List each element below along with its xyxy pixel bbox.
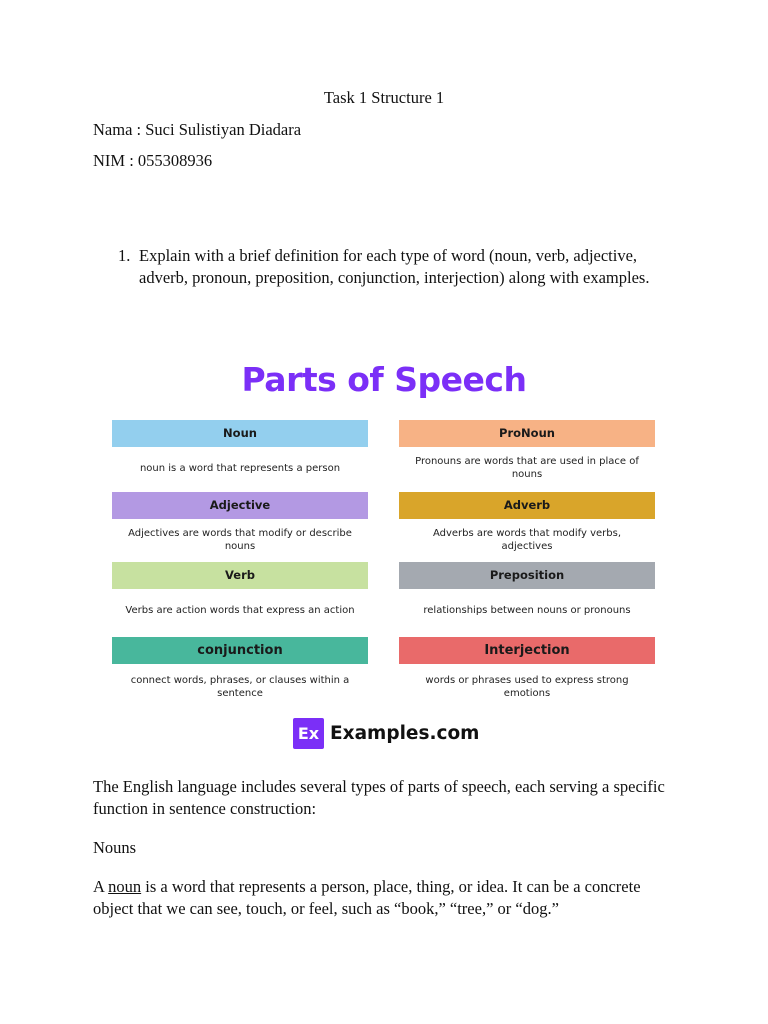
- nouns-heading: Nouns: [93, 838, 137, 857]
- card-interjection-desc: words or phrases used to express strong emotions: [425, 675, 629, 699]
- card-adverb: [399, 492, 655, 561]
- question-number: 1.: [118, 246, 131, 265]
- noun-link[interactable]: noun: [108, 877, 142, 896]
- student-name: Nama : Suci Sulistiyan Diadara: [93, 120, 302, 139]
- card-interjection-header: Interjection: [399, 637, 655, 664]
- examples-logo: [293, 717, 479, 749]
- card-adjective-header: Adjective: [112, 492, 368, 519]
- noun-paragraph-prefix: A: [93, 877, 109, 896]
- card-conjunction-header: conjunction: [112, 637, 368, 664]
- card-verb-desc: Verbs are action words that express an action: [125, 604, 355, 616]
- card-pronoun: [399, 420, 655, 489]
- card-verb: [112, 562, 368, 631]
- card-preposition: [399, 562, 655, 631]
- card-interjection: [399, 637, 655, 710]
- intro-paragraph: The English language includes several types of parts of speech, each serving a specific function in sentence construction:: [93, 777, 665, 818]
- card-adjective-desc: Adjectives are words that modify or describe nouns: [128, 528, 352, 552]
- card-adverb-header: Adverb: [399, 492, 655, 519]
- parts-of-speech-infographic: [108, 355, 660, 755]
- card-conjunction-desc: connect words, phrases, or clauses within a sentence: [130, 675, 350, 699]
- examples-logo-name: Examples.com: [330, 722, 480, 744]
- card-verb-header: Verb: [112, 562, 368, 589]
- card-pronoun-header: ProNoun: [399, 420, 655, 447]
- document-title: Task 1 Structure 1: [323, 88, 445, 107]
- card-noun: [112, 420, 368, 489]
- examples-logo-badge: Ex: [293, 718, 324, 749]
- infographic-title: Parts of Speech: [241, 360, 527, 399]
- question-text: Explain with a brief definition for each type of word (noun, verb, adjective, adverb, pronoun, preposition, conjunction, interjection) along with examples.: [139, 246, 650, 287]
- card-conjunction: [112, 637, 368, 710]
- card-noun-header: Noun: [112, 420, 368, 447]
- card-adverb-desc: Adverbs are words that modify verbs, adjectives: [432, 528, 622, 552]
- card-preposition-header: Preposition: [399, 562, 655, 589]
- card-preposition-desc: relationships between nouns or pronouns: [423, 604, 631, 616]
- noun-paragraph-rest: is a word that represents a person, place, thing, or idea. It can be a concrete object that we can see, touch, or feel, such as “book,” “tree,” or “dog.”: [93, 877, 641, 918]
- card-noun-desc: noun is a word that represents a person: [139, 462, 341, 474]
- student-nim: NIM : 055308936: [93, 151, 213, 170]
- card-pronoun-desc: Pronouns are words that are used in place of nouns: [415, 456, 639, 480]
- noun-paragraph: [93, 876, 683, 920]
- card-adjective: [112, 492, 368, 561]
